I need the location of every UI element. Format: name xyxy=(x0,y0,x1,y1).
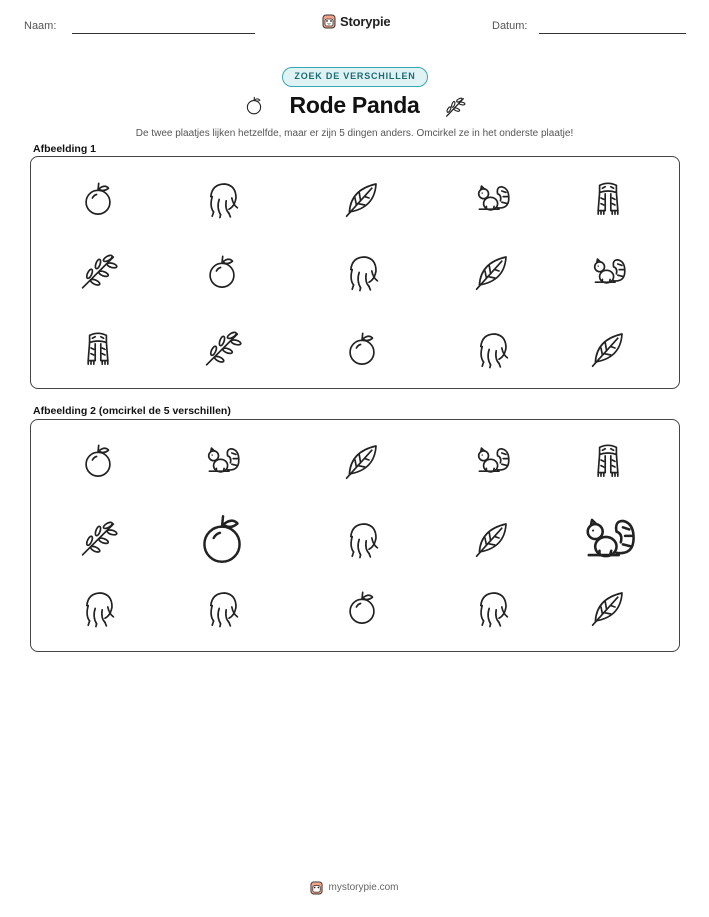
instructions: De twee plaatjes lijken hetzelfde, maar er zijn 5 dingen anders. Omcirkel ze in het onderste plaatje! xyxy=(135,128,574,139)
logo-text: Storypie xyxy=(340,13,391,29)
squirrel-icon[interactable] xyxy=(576,506,640,570)
claw-icon xyxy=(471,327,513,369)
date-line[interactable] xyxy=(539,33,686,34)
scarf-icon[interactable] xyxy=(587,439,629,481)
scarf-icon xyxy=(77,327,119,369)
apple-icon xyxy=(77,177,119,219)
picture1-label: Afbeelding 1 xyxy=(33,143,97,155)
apple-icon[interactable] xyxy=(77,439,119,481)
squirrel-icon[interactable] xyxy=(471,439,513,481)
name-line[interactable] xyxy=(72,33,255,34)
footer-url: mystorypie.com xyxy=(328,882,399,893)
branch-icon[interactable] xyxy=(77,517,119,559)
scarf-icon xyxy=(587,177,629,219)
date-label: Datum: xyxy=(492,20,528,32)
leaf-icon xyxy=(471,250,513,292)
storypie-mascot-icon xyxy=(310,880,323,895)
squirrel-icon xyxy=(471,177,513,219)
apple-icon xyxy=(201,250,243,292)
claw-icon xyxy=(201,177,243,219)
apple-icon[interactable] xyxy=(191,507,253,569)
title-branch-icon xyxy=(441,94,469,125)
name-label: Naam: xyxy=(24,20,57,32)
claw-icon[interactable] xyxy=(341,517,383,559)
storypie-logo xyxy=(322,13,390,29)
claw-icon xyxy=(341,250,383,292)
claw-icon[interactable] xyxy=(77,586,119,628)
footer xyxy=(0,880,709,895)
claw-icon[interactable] xyxy=(471,586,513,628)
storypie-mascot-icon xyxy=(322,13,336,29)
squirrel-icon xyxy=(587,250,629,292)
leaf-icon[interactable] xyxy=(471,517,513,559)
claw-icon[interactable] xyxy=(201,586,243,628)
squirrel-icon[interactable] xyxy=(201,439,243,481)
picture2-label: Afbeelding 2 (omcirkel de 5 verschillen) xyxy=(33,405,231,417)
leaf-icon xyxy=(587,327,629,369)
branch-icon xyxy=(77,250,119,292)
branch-icon xyxy=(201,327,243,369)
apple-icon[interactable] xyxy=(341,586,383,628)
apple-icon xyxy=(341,327,383,369)
page-title: Rode Panda xyxy=(289,92,420,118)
leaf-icon[interactable] xyxy=(587,586,629,628)
leaf-icon[interactable] xyxy=(341,439,383,481)
activity-badge: ZOEK DE VERSCHILLEN xyxy=(282,67,428,87)
leaf-icon xyxy=(341,177,383,219)
